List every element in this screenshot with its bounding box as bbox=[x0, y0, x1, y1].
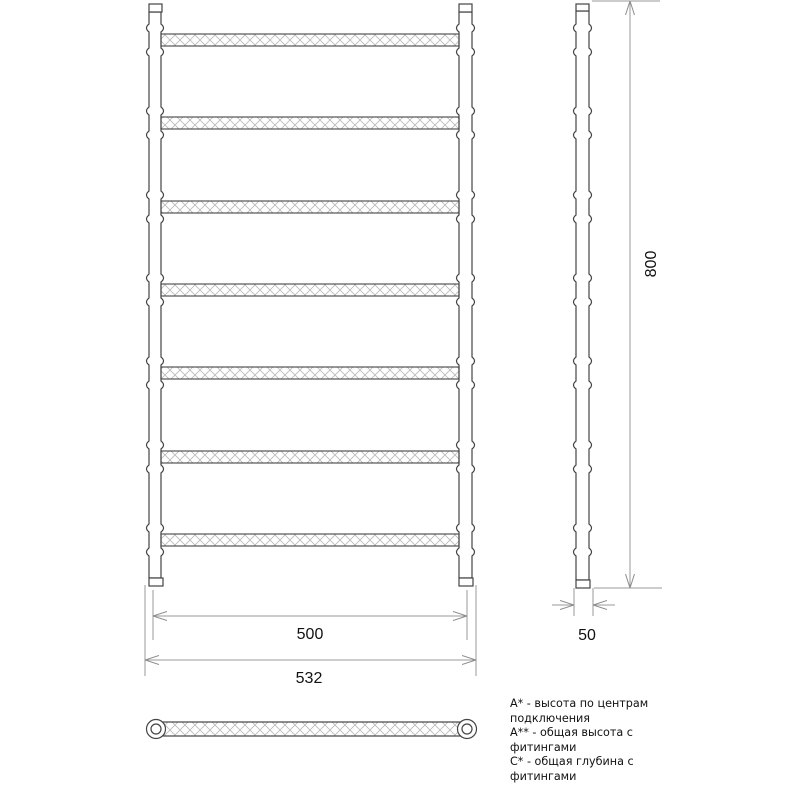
left-rail bbox=[147, 12, 164, 578]
depth-dimension bbox=[552, 588, 615, 616]
top-view-right-end bbox=[458, 720, 477, 739]
dimension-label-532: 532 bbox=[295, 670, 323, 687]
top-view bbox=[147, 720, 477, 739]
legend-line: A** - общая высота с bbox=[510, 726, 633, 740]
rungs-group bbox=[161, 34, 459, 546]
dimension-label-800: 800 bbox=[643, 250, 660, 278]
dimension-label-50: 50 bbox=[578, 627, 596, 644]
right-top-fitting bbox=[459, 4, 472, 12]
side-top-fitting bbox=[576, 4, 589, 11]
legend-line: фитингами bbox=[510, 740, 577, 754]
legend-line: подключения bbox=[510, 711, 591, 725]
height-dimension bbox=[592, 1, 662, 588]
front-view bbox=[145, 4, 476, 687]
rung-2 bbox=[161, 117, 459, 129]
rung-6 bbox=[161, 451, 459, 463]
dimension-label-500: 500 bbox=[296, 626, 324, 643]
right-rail bbox=[457, 12, 475, 578]
rung-1 bbox=[161, 34, 459, 46]
rung-3 bbox=[161, 201, 459, 213]
rung-4 bbox=[161, 284, 459, 296]
top-view-left-end bbox=[147, 720, 166, 739]
legend bbox=[510, 697, 795, 785]
legend-line: A* - высота по центрам bbox=[510, 697, 649, 710]
side-bottom-fitting bbox=[576, 580, 590, 588]
legend-line: C* - общая глубина с bbox=[510, 755, 634, 769]
side-view bbox=[552, 1, 662, 644]
left-top-fitting bbox=[149, 4, 162, 12]
rung-5 bbox=[161, 367, 459, 379]
rung-7 bbox=[161, 534, 459, 546]
left-bottom-fitting bbox=[149, 578, 163, 586]
top-view-bar bbox=[154, 722, 469, 736]
right-bottom-fitting bbox=[459, 578, 473, 586]
side-rail bbox=[574, 11, 592, 580]
legend-line: фитингами bbox=[510, 769, 577, 783]
